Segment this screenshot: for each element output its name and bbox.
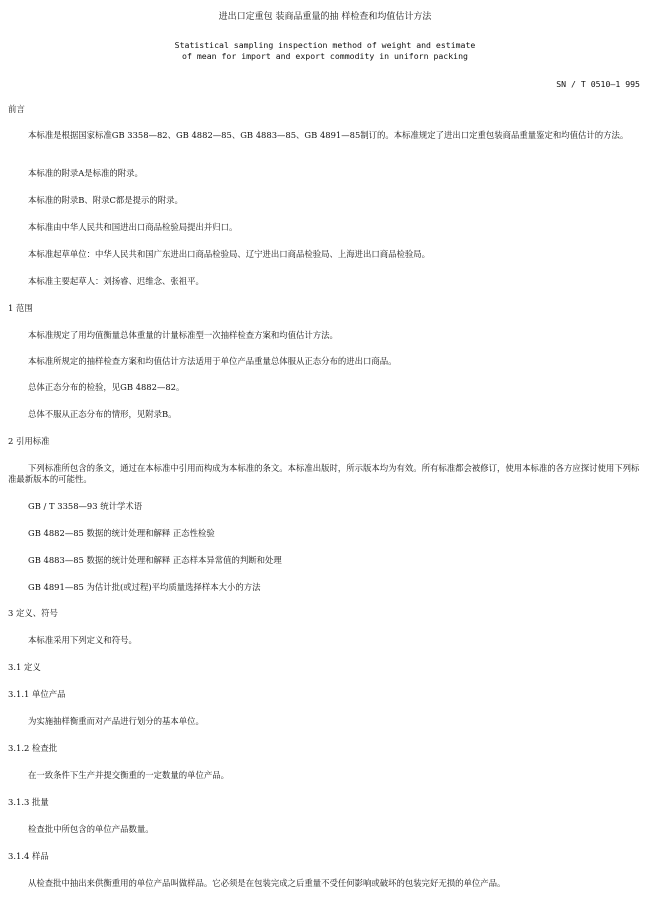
title-english-line-1: Statistical sampling inspection method of weight and estimate [174,40,476,50]
section-1-paragraph-1: 本标准规定了用均值衡量总体重量的计量标准型一次抽样检查方案和均值估计方法。 [28,330,338,340]
section-2-paragraph-1: 下列标准所包含的条文，通过在本标准中引用而构成为本标准的条文。本标准出版时，所示版本均为有效。所有标准都会被修订，使用本标准的各方应探讨使用下列标准最新版本的可能性。 [8,463,640,484]
section-3-1-4-text: 从检查批中抽出来供衡重用的单位产品叫做样品。它必须是在包装完成之后重量不受任何影响或破坏的包装完好无损的单位产品。 [28,878,506,888]
foreword-paragraph-4: 本标准由中华人民共和国进出口商品检验局提出并归口。 [28,222,238,232]
reference-item: GB 4882—85 数据的统计处理和解释 正态性检验 [28,528,215,538]
title-english-line-2: of mean for import and export commodity in uniforn packing [182,51,468,61]
section-3-heading: 3 定义、符号 [8,608,58,618]
reference-item: GB 4883—85 数据的统计处理和解释 正态样本异常值的判断和处理 [28,555,282,565]
foreword-paragraph-1: 本标准是根据国家标准GB 3358—82、GB 4882—85、GB 4883—85、GB 4891—85制订的。本标准规定了进出口定重包装商品重量鉴定和均值估计的方法。 [28,130,629,140]
section-1-paragraph-3: 总体正态分布的检验，见GB 4882—82。 [28,382,185,392]
section-1-heading: 1 范围 [8,303,33,313]
section-3-1-2-text: 在一致条件下生产并提交衡重的一定数量的单位产品。 [28,770,229,780]
section-3-paragraph-1: 本标准采用下列定义和符号。 [28,635,137,645]
section-3-1-3-text: 检查批中所包含的单位产品数量。 [28,824,154,834]
section-2-heading: 2 引用标准 [8,436,50,446]
section-3-1-2-heading: 3.1.2 检查批 [8,743,58,753]
title-chinese: 进出口定重包 装商品重量的抽 样检查和均值估计方法 [218,12,432,22]
section-3-1-heading: 3.1 定义 [8,662,41,672]
foreword-heading: 前言 [8,104,25,114]
section-3-1-1-heading: 3.1.1 单位产品 [8,689,66,699]
section-1-paragraph-4: 总体不服从正态分布的情形，见附录B。 [28,409,177,419]
section-3-1-1-text: 为实施抽样衡重而对产品进行划分的基本单位。 [28,716,204,726]
foreword-paragraph-3: 本标准的附录B、附录C都是提示的附录。 [28,195,183,205]
standard-number: SN / T 0510—1 995 [556,79,640,89]
section-3-1-3-heading: 3.1.3 批量 [8,797,49,807]
reference-item: GB 4891—85 为估计批(或过程)平均质量选择样本大小的方法 [28,582,261,592]
reference-item: GB / T 3358—93 统计学术语 [28,501,143,511]
foreword-paragraph-5: 本标准起草单位：中华人民共和国广东进出口商品检验局、辽宁进出口商品检验局、上海进出口商品检验局。 [28,249,430,259]
section-1-paragraph-2: 本标准所规定的抽样检查方案和均值估计方法适用于单位产品重量总体服从正态分布的进出口商品。 [28,356,397,366]
foreword-paragraph-6: 本标准主要起草人：刘扬睿、迟维念、张祖平。 [28,276,204,286]
section-3-1-4-heading: 3.1.4 样品 [8,851,49,861]
foreword-paragraph-2: 本标准的附录A是标准的附录。 [28,168,143,178]
